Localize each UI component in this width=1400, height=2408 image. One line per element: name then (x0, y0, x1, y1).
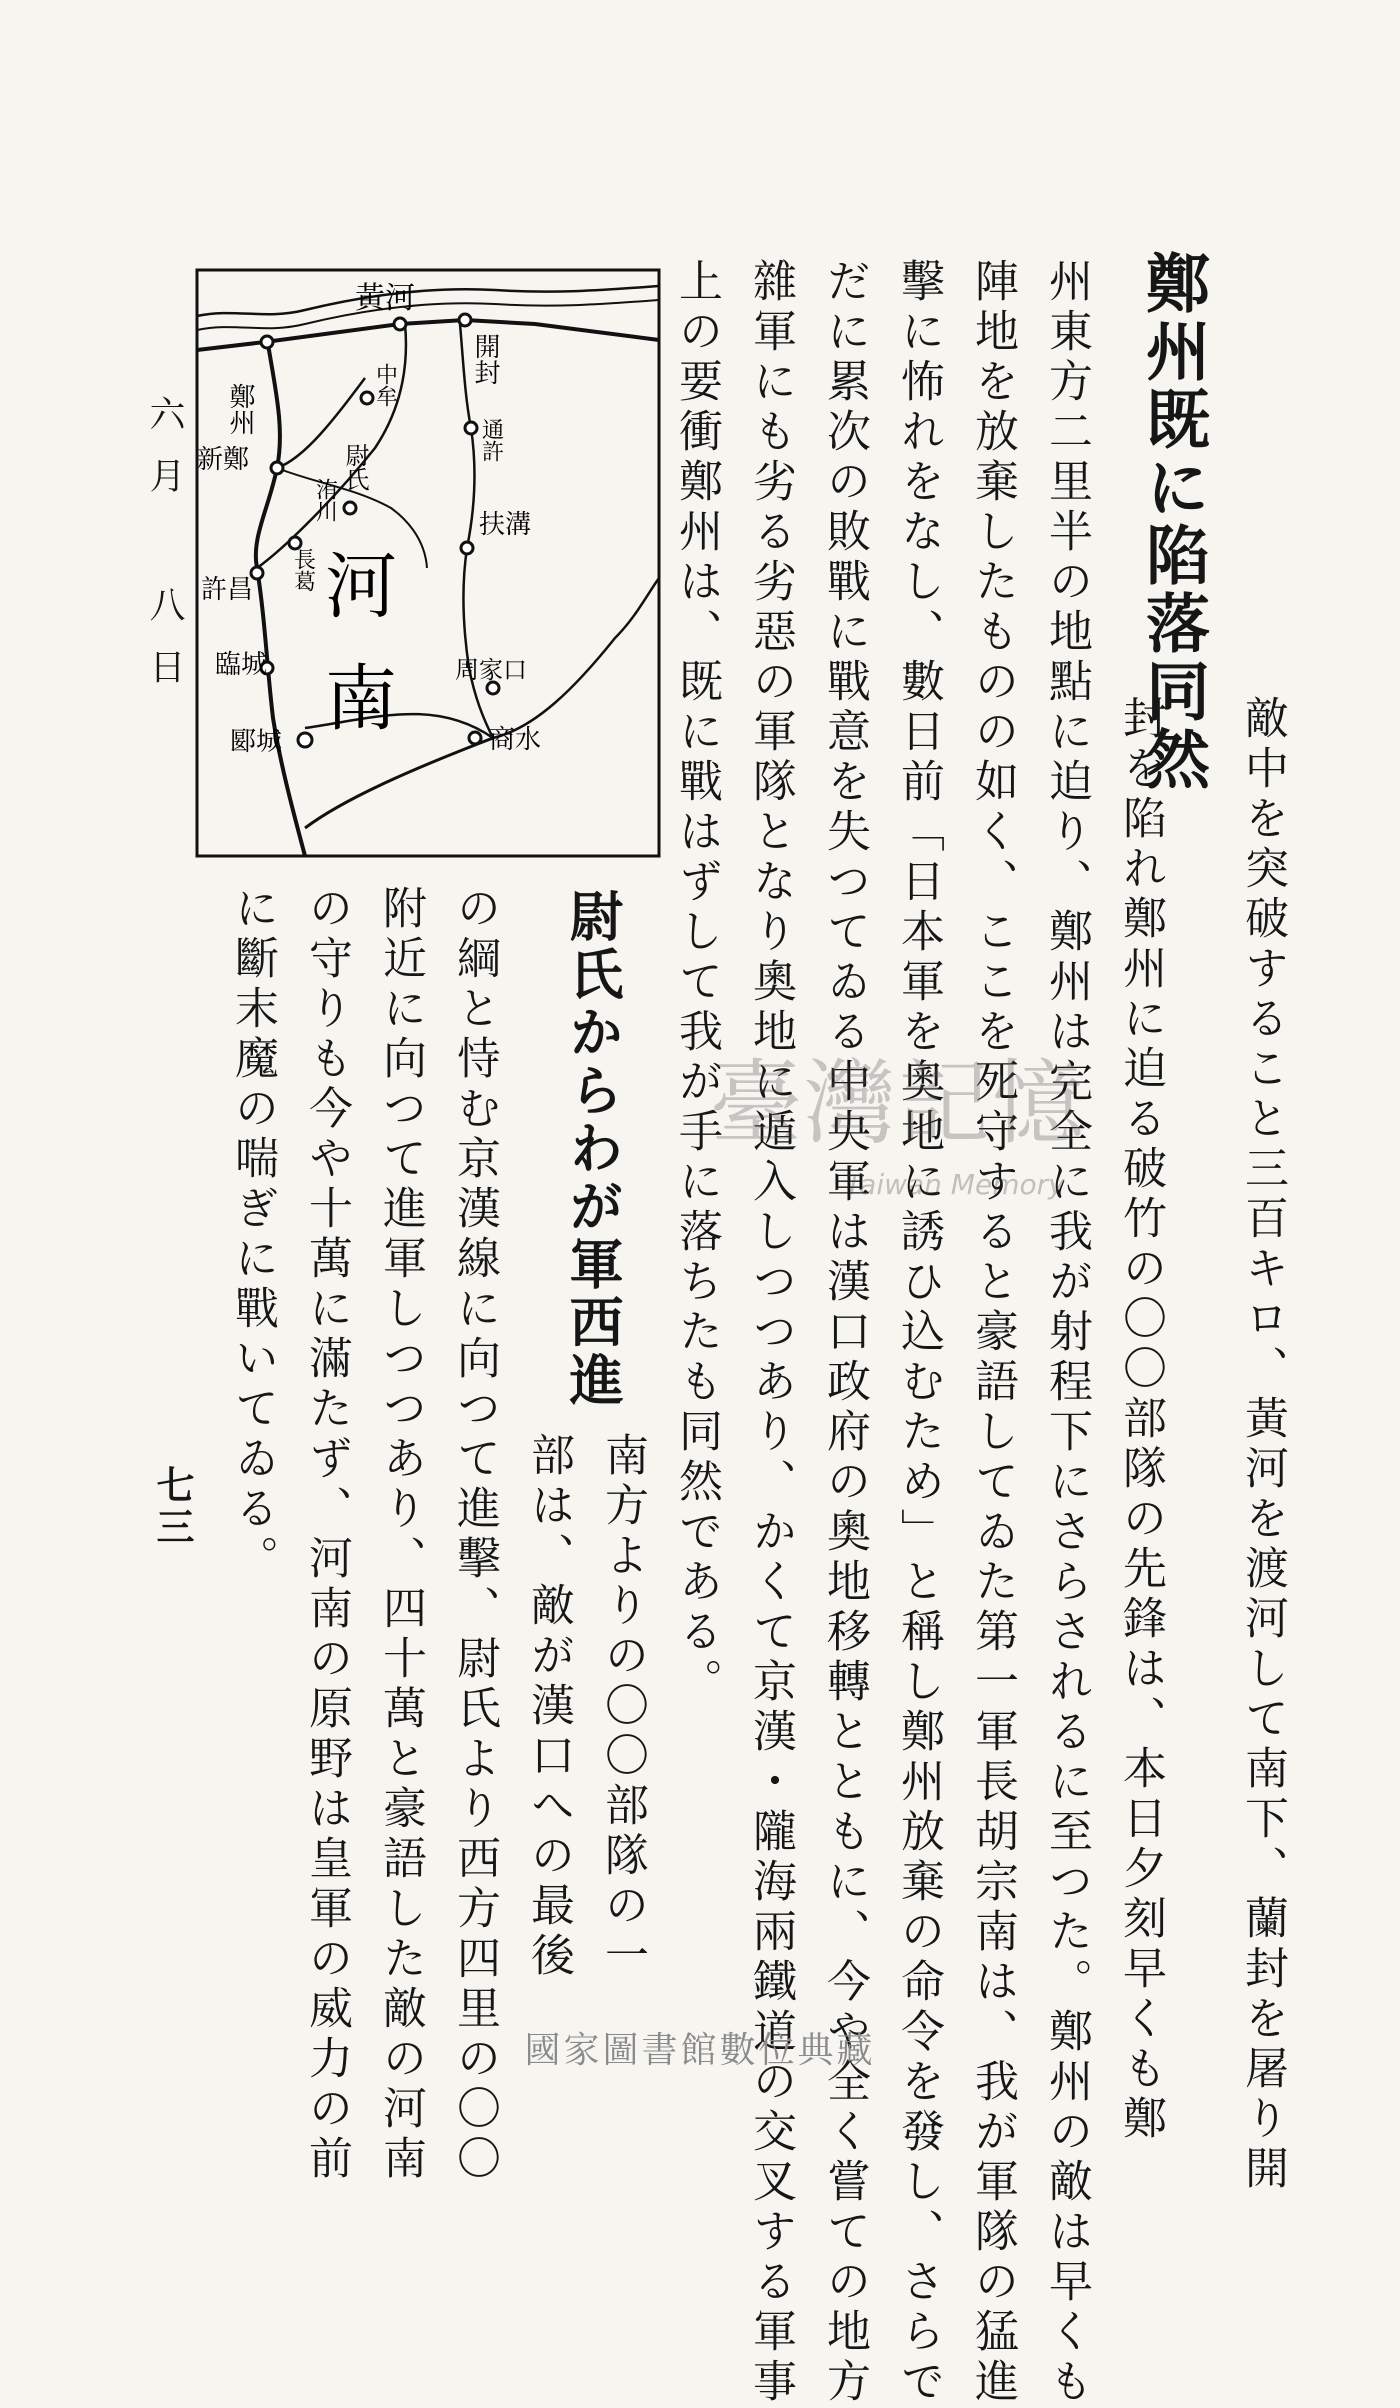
map-frame (197, 270, 659, 856)
place-label: 許昌 (201, 575, 254, 605)
article-column: 州東方二里半の地點に迫り、鄭州は完全に我が射程下にさらされるに至つた。鄭州の敵は早くも (1041, 258, 1092, 2408)
station-zhongmou (394, 318, 406, 330)
place-label: 尉氏 (341, 443, 369, 491)
station-zhengzhou (261, 336, 273, 348)
side-date: 六月 八日 (144, 395, 185, 710)
page-number: 七三 (150, 1465, 195, 1549)
watermark-chinese: 臺灣記憶 (710, 1050, 1087, 1157)
article-column: 附近に向つて進軍しつつあり、四十萬と豪語した敵の河南 (375, 885, 426, 2185)
station-xinzheng (271, 462, 283, 474)
article-column: に斷末魔の喘ぎに戰いてゐる。 (227, 885, 278, 1585)
place-label: 開封 (470, 333, 500, 385)
article-column: 南方よりの〇〇部隊の一 (597, 1432, 648, 1982)
article-column: 擊に怖れをなし、數日前「日本軍を奧地に誘ひ込むため」と稱し鄭州放棄の命令を發し、さらで (893, 258, 944, 2408)
station-tongxu (465, 422, 477, 434)
region-label: 河南 (313, 548, 397, 772)
station-yancheng (298, 733, 312, 747)
subheading: 尉氏からわが軍西進 (561, 888, 625, 1410)
place-label: 中牟 (372, 363, 398, 407)
station-shangshui (469, 732, 481, 744)
article-column: 陣地を放棄したものの如く、ここを死守すると豪語してゐた第一軍長胡宗南は、我が軍隊の猛進 (967, 258, 1018, 2408)
article-column: 上の要衝鄭州は、既に戰はずして我が手に落ちたも同然である。 (671, 258, 722, 1708)
place-label: 鄭州 (225, 383, 255, 435)
place-label: 周家口 (455, 656, 527, 684)
river-label: 黃河 (355, 281, 415, 316)
station-weishi (361, 392, 373, 404)
river-line (197, 286, 659, 316)
headline: 鄭州既に陷落同然 (1135, 250, 1210, 794)
article-column: 雜軍にも劣る劣惡の軍隊となり奧地に遁入しつつあり、かくて京漢・隴海兩鐵道の交叉する軍事 (745, 258, 796, 2408)
article-column: 封を陷れ鄭州に迫る破竹の〇〇部隊の先鋒は、本日夕刻早くも鄭 (1115, 695, 1166, 2145)
article-column: 部は、敵が漢口への最後 (523, 1432, 574, 1982)
article-column: だに累次の敗戰に戰意を失つてゐる中央軍は漢口政府の奧地移轉とともに、今や全く嘗ての地方 (819, 258, 870, 2408)
region-map (195, 268, 665, 858)
jinghan-railway (256, 338, 305, 856)
place-label: 通許 (478, 418, 504, 462)
station-weichuan (344, 502, 356, 514)
station-fugou (461, 542, 473, 554)
article-column: の守りも今や十萬に滿たず、河南の原野は皇軍の威力の前 (301, 885, 352, 2185)
article-column: の綱と恃む京漢線に向つて進擊、尉氏より西方四里の〇〇 (449, 885, 500, 2185)
place-label: 扶溝 (479, 510, 532, 540)
place-label: 長葛 (290, 548, 316, 592)
place-label: 商水 (489, 725, 542, 755)
article-column: 敵中を突破すること三百キロ、黃河を渡河して南下、蘭封を屠り開 (1237, 695, 1288, 2195)
footer-archive-label: 國家圖書館數位典藏 (524, 2030, 876, 2071)
watermark-english: Taiwan Memory (845, 1168, 1065, 1201)
place-label: 新鄭 (197, 445, 250, 475)
station-kaifeng (459, 314, 471, 326)
place-label: 臨城 (215, 650, 268, 680)
place-label: 郾城 (230, 727, 283, 757)
place-label: 洧川 (312, 478, 338, 522)
